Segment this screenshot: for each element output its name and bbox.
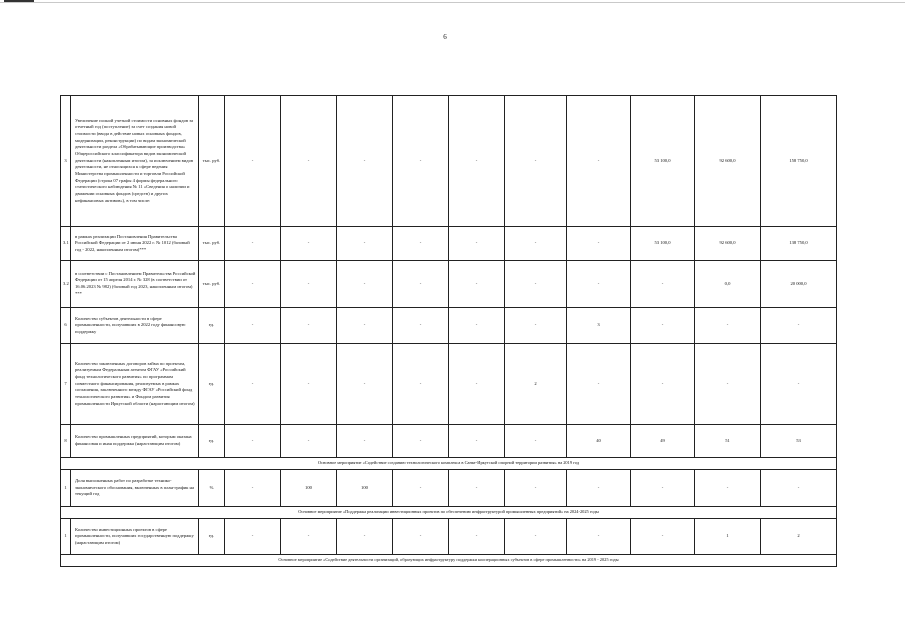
- scan-edge-line: [0, 2, 905, 3]
- unit-cell: ед.: [199, 519, 225, 555]
- value-cell: -: [393, 344, 449, 425]
- indicator-name: Количество субъектов деятельности в сфере промышленности, получивших в 2022 году финансовую поддержку: [71, 308, 199, 344]
- value-cell: -: [225, 470, 281, 507]
- value-cell: -: [567, 96, 631, 227]
- value-cell: 2: [505, 344, 567, 425]
- row-number: 3: [61, 96, 71, 227]
- value-cell: -: [225, 227, 281, 261]
- table-row: [61, 261, 837, 308]
- indicator-name: в рамках реализации Постановления Правительства Российской Федерации от 2 июня 2022 г. № 1012 (базовый год - 2022, накопленным итогом)***: [71, 227, 199, 261]
- value-cell: -: [393, 470, 449, 507]
- value-cell: -: [567, 519, 631, 555]
- value-cell: -: [393, 308, 449, 344]
- value-cell: -: [449, 227, 505, 261]
- value-cell: -: [281, 227, 337, 261]
- table-row: [61, 96, 837, 227]
- row-number: 6: [61, 308, 71, 344]
- unit-cell: %: [199, 470, 225, 507]
- unit-cell: ед.: [199, 308, 225, 344]
- value-cell: -: [567, 470, 631, 507]
- value-cell: -: [337, 344, 393, 425]
- indicator-name: в соответствии с Постановлением Правительства Российской Федерации от 15 апреля 2014 г. № 328 (в соответствии от 16.06.2023 № 982) (базовый год 2023, накопленным итогом) ***: [71, 261, 199, 308]
- value-cell: 1: [695, 519, 761, 555]
- value-cell: -: [281, 519, 337, 555]
- value-cell: -: [695, 308, 761, 344]
- value-cell: -: [225, 425, 281, 458]
- section-title: Основное мероприятие «Содействие деятельности организаций, образующих инфраструктуру поддержки кооперационных субъектов в сфере промышленности» на 2019 - 2025 годы: [61, 555, 837, 567]
- table-row: [61, 344, 837, 425]
- value-cell: 100: [337, 470, 393, 507]
- value-cell: 51: [695, 425, 761, 458]
- value-cell: -: [567, 261, 631, 308]
- value-cell: -: [761, 470, 837, 507]
- value-cell: -: [449, 344, 505, 425]
- value-cell: 53 100,0: [631, 96, 695, 227]
- value-cell: -: [337, 308, 393, 344]
- value-cell: -: [761, 344, 837, 425]
- value-cell: -: [337, 519, 393, 555]
- table-row: [61, 227, 837, 261]
- value-cell: -: [393, 425, 449, 458]
- indicator-name: Доля выполненных работ по разработке технико-экономического обоснования, включенных в план-график на текущий год: [71, 470, 199, 507]
- unit-cell: тыс. руб.: [199, 227, 225, 261]
- value-cell: -: [505, 227, 567, 261]
- value-cell: -: [225, 96, 281, 227]
- value-cell: -: [393, 519, 449, 555]
- table-row: [61, 425, 837, 458]
- unit-cell: ед.: [199, 425, 225, 458]
- value-cell: 92 600,0: [695, 227, 761, 261]
- value-cell: -: [449, 308, 505, 344]
- value-cell: -: [281, 308, 337, 344]
- value-cell: 138 750,0: [761, 227, 837, 261]
- indicator-name: Количество промышленных предприятий, которым оказана финансовая и иная поддержка (нарастающим итогом): [71, 425, 199, 458]
- value-cell: -: [631, 344, 695, 425]
- row-number: 3.2: [61, 261, 71, 308]
- value-cell: -: [505, 470, 567, 507]
- section-title: Основное мероприятие «Поддержка реализации инвестиционных проектов по обеспечению инфраструктурой промышленных предприятий» на 2024-2025 годы: [61, 507, 837, 519]
- table-row: [61, 308, 837, 344]
- indicator-name: Количество инвестиционных проектов в сфере промышленности, получивших государственную поддержку (нарастающим итогом): [71, 519, 199, 555]
- value-cell: 20 000,0: [761, 261, 837, 308]
- value-cell: -: [337, 96, 393, 227]
- value-cell: -: [449, 519, 505, 555]
- value-cell: 53 100,0: [631, 227, 695, 261]
- value-cell: -: [695, 344, 761, 425]
- value-cell: 40: [567, 425, 631, 458]
- value-cell: 2: [761, 519, 837, 555]
- value-cell: 53: [761, 425, 837, 458]
- value-cell: 100: [281, 470, 337, 507]
- value-cell: 0,0: [695, 261, 761, 308]
- value-cell: -: [761, 308, 837, 344]
- row-number: 3.1: [61, 227, 71, 261]
- indicator-name: Увеличение полной учетной стоимости основных фондов за отчетный год (поступление) за счет создания новой стоимости (ввода в действие новых основных фондов, модернизации, реконструкции) по видам экономической деятельности раздела «Обрабатывающие производства» Общероссийского классификатора видов экономической деятельности (накопленным итогом), за исключением видов деятельности, не относящихся к сфере ведения Министерства промышленности и торговли Российской Федерации (строка 07 графы 4 формы федерального статистического наблюдения № 11 «Сведения о наличии и движении основных фондов (средств) и других нефинансовых активов»), в том числе:: [71, 96, 199, 227]
- value-cell: 3: [567, 308, 631, 344]
- value-cell: -: [695, 470, 761, 507]
- indicator-name: Количество заключенных договоров займа по проектам, реализуемым Федеральным агентом ФГАУ «Российский фонд технологического развития» по программам совместного финансирования, реализуемых в рамках соглашения, заключенного между ФГАУ «Российский фонд технологического развития» и Фондом развития промышленности Иркутской области (нарастающим итогом): [71, 344, 199, 425]
- value-cell: -: [281, 425, 337, 458]
- indicators-table: [60, 95, 837, 567]
- value-cell: -: [337, 261, 393, 308]
- row-number: 1: [61, 470, 71, 507]
- value-cell: -: [281, 261, 337, 308]
- row-number: 8: [61, 425, 71, 458]
- value-cell: -: [449, 261, 505, 308]
- value-cell: 92 600,0: [695, 96, 761, 227]
- unit-cell: тыс. руб.: [199, 96, 225, 227]
- table-row: [61, 470, 837, 507]
- value-cell: -: [567, 344, 631, 425]
- unit-cell: ед.: [199, 344, 225, 425]
- value-cell: -: [337, 227, 393, 261]
- value-cell: -: [631, 261, 695, 308]
- value-cell: -: [631, 519, 695, 555]
- value-cell: -: [505, 425, 567, 458]
- value-cell: -: [567, 227, 631, 261]
- section-header-row: [61, 555, 837, 567]
- value-cell: -: [225, 344, 281, 425]
- value-cell: -: [393, 227, 449, 261]
- value-cell: -: [281, 96, 337, 227]
- value-cell: -: [505, 308, 567, 344]
- value-cell: -: [393, 96, 449, 227]
- value-cell: -: [281, 344, 337, 425]
- value-cell: -: [225, 519, 281, 555]
- value-cell: -: [631, 470, 695, 507]
- value-cell: -: [449, 470, 505, 507]
- section-title: Основное мероприятие «Содействие созданию технологического комплекса в Санкт-Иркутской опорной территории развития» на 2019 год: [61, 458, 837, 470]
- value-cell: -: [505, 96, 567, 227]
- value-cell: -: [505, 519, 567, 555]
- row-number: 1: [61, 519, 71, 555]
- table-row: [61, 519, 837, 555]
- value-cell: -: [449, 96, 505, 227]
- row-number: 7: [61, 344, 71, 425]
- value-cell: 49: [631, 425, 695, 458]
- value-cell: -: [505, 261, 567, 308]
- section-header-row: [61, 507, 837, 519]
- value-cell: -: [337, 425, 393, 458]
- value-cell: -: [393, 261, 449, 308]
- value-cell: -: [225, 308, 281, 344]
- value-cell: -: [225, 261, 281, 308]
- value-cell: 158 750,0: [761, 96, 837, 227]
- page-number: 6: [443, 33, 447, 41]
- section-header-row: [61, 458, 837, 470]
- unit-cell: тыс. руб.: [199, 261, 225, 308]
- value-cell: -: [631, 308, 695, 344]
- value-cell: -: [449, 425, 505, 458]
